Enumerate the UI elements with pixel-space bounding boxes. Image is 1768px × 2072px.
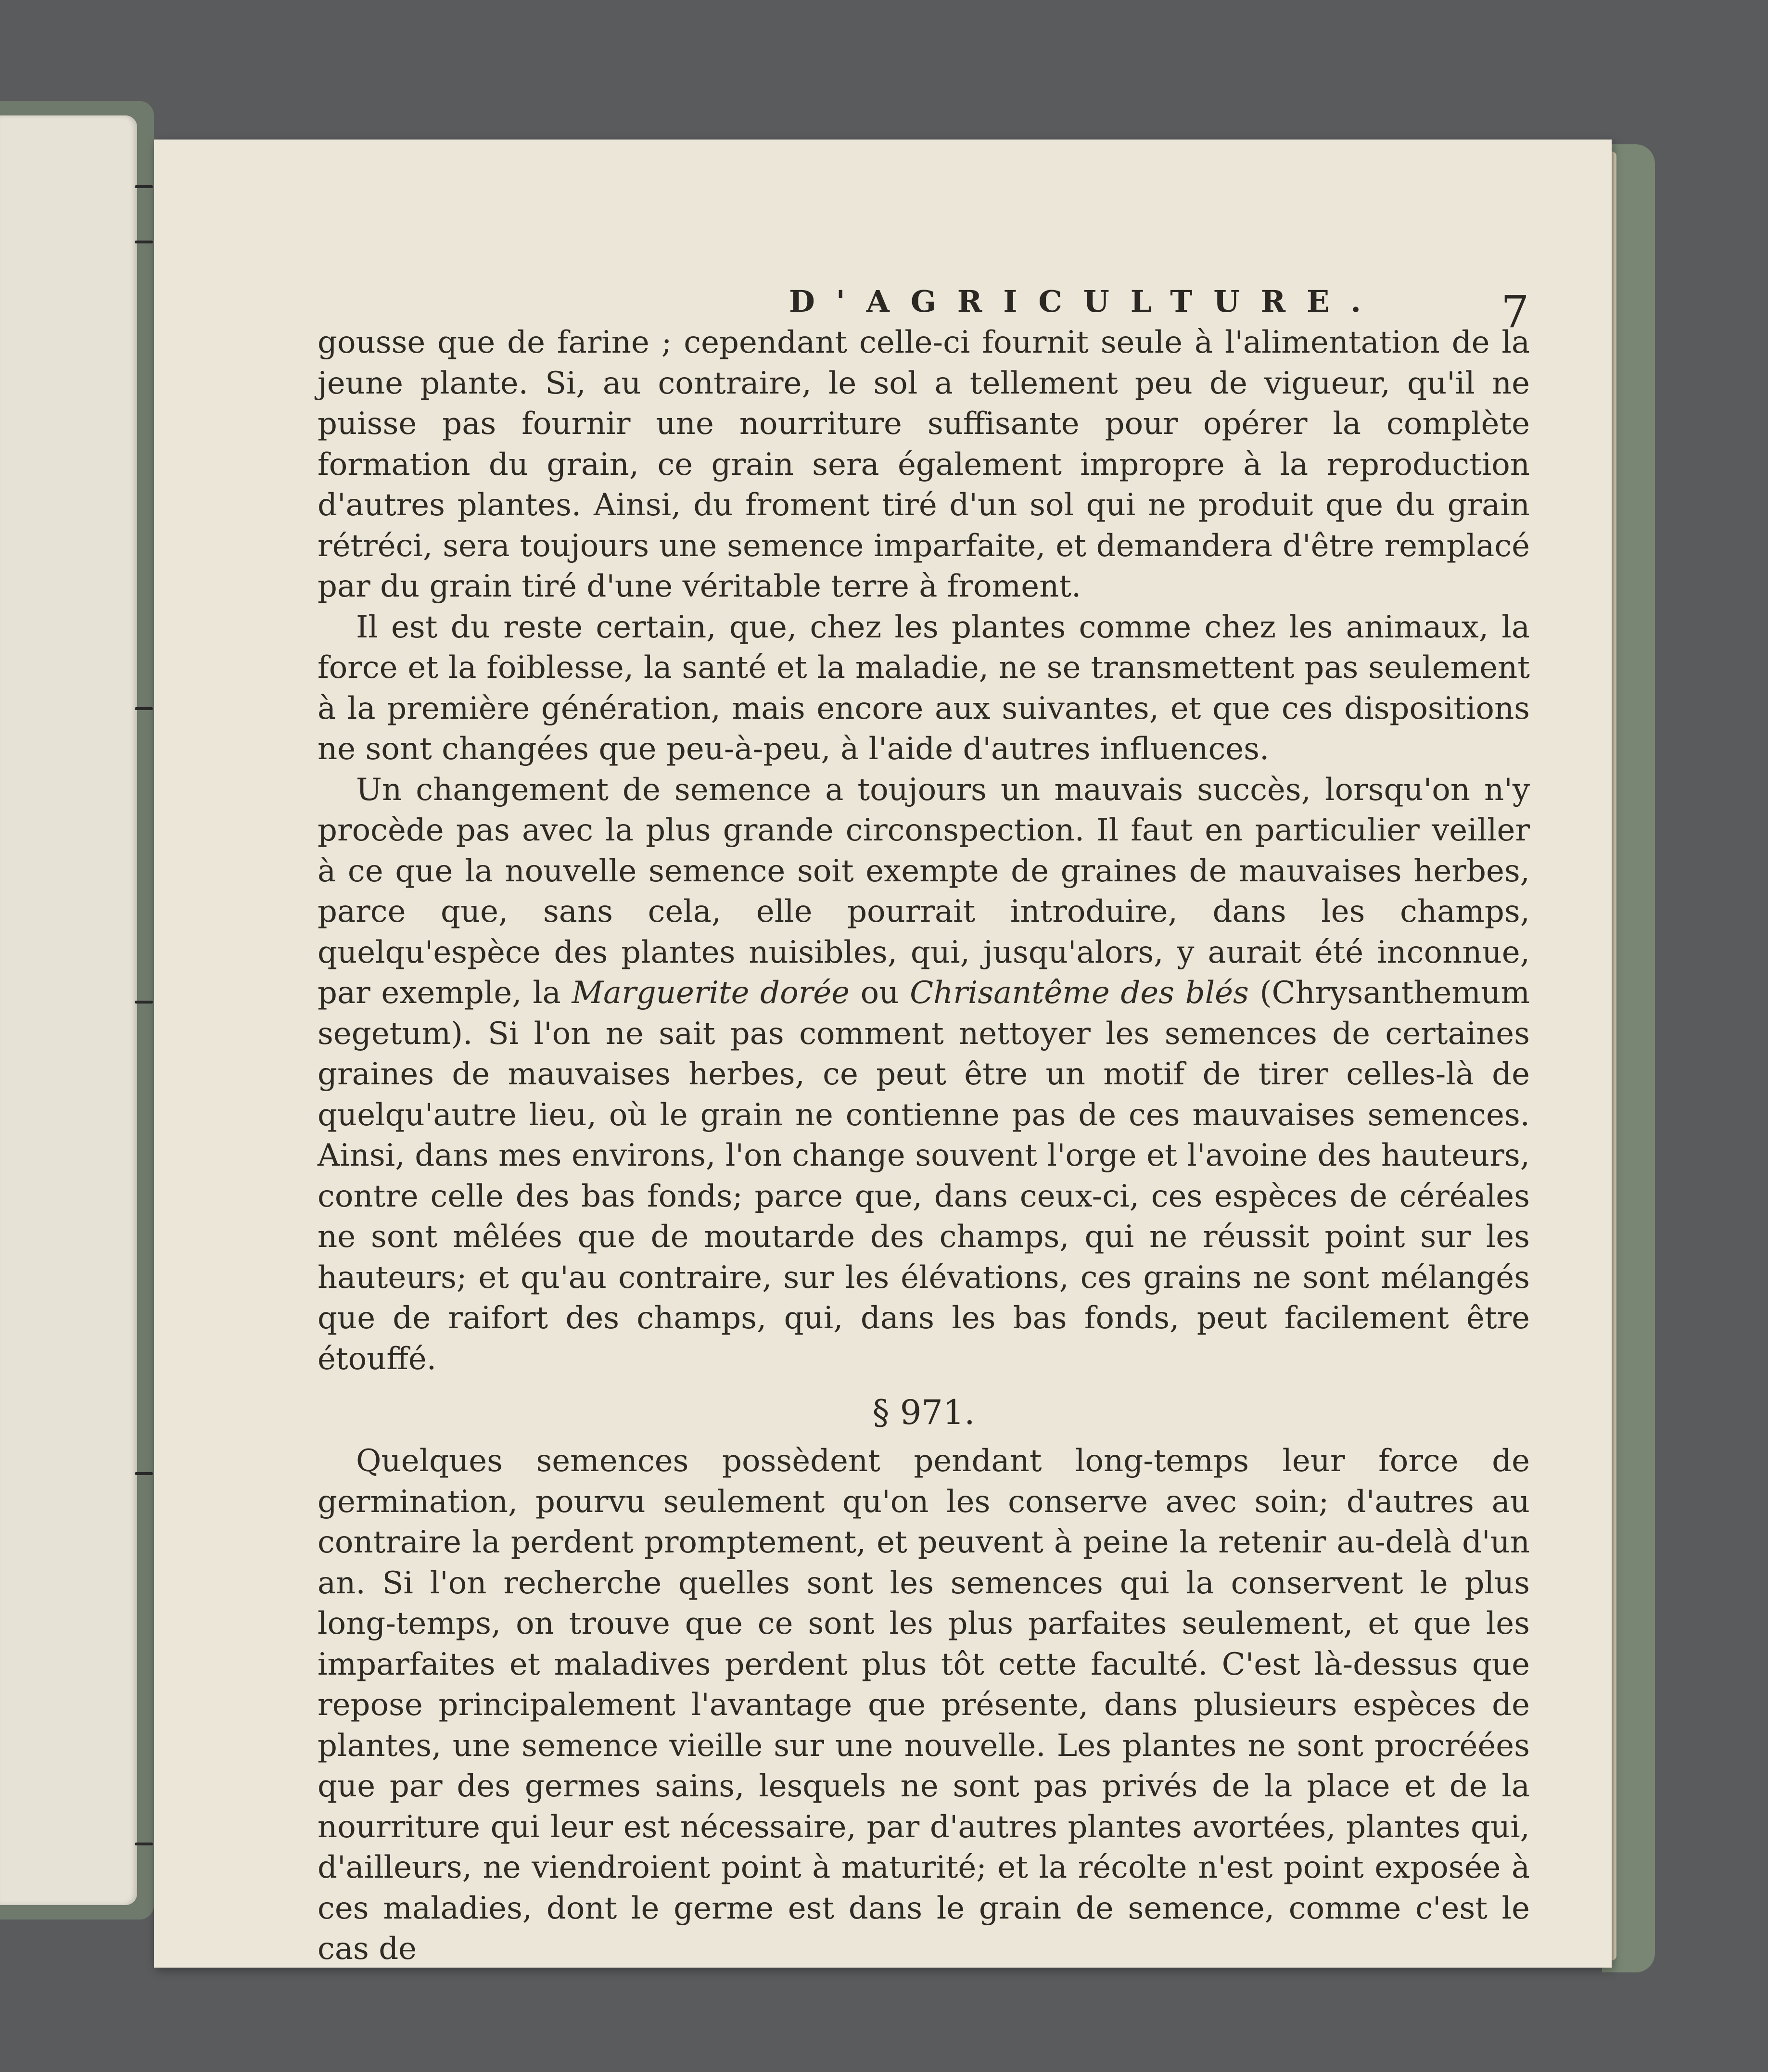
paragraph-2: Il est du reste certain, que, chez les plantes comme chez les animaux, la force et la foiblesse, la santé et la maladie, ne se transmettent pas seulement à la première génération, mais encore aux suivantes, et que ces dispositions ne sont changées que peu-à-peu, à l'aide d'autres influences.: [318, 609, 1530, 767]
paragraph-3: [318, 770, 1530, 1380]
section-heading: § 971.: [872, 1393, 975, 1432]
paragraph-3-part-3: (Chrysanthemum segetum). Si l'on ne sait pas comment nettoyer les semences de certaines graines de mauvaises herbes, ce peut être un motif de tirer celles-là de quelqu'autre lieu, où le grain ne contienne pas de ces mauvaises semences. Ainsi, dans mes environs, l'on change souvent l'orge et l'avoine des hauteurs, contre celle des bas fonds; parce que, dans ceux-ci, ces espèces de céréales ne sont mêlées que de moutarde des champs, qui ne réussit point sur les hauteurs; et qu'au contraire, sur les élévations, ces grains ne sont mélangés que de raifort des champs, qui, dans les bas fonds, peut facilement être étouffé.: [318, 975, 1530, 1377]
page-body: [318, 322, 1530, 1970]
stitch-mark: [135, 707, 153, 710]
stitch-mark: [135, 1472, 153, 1475]
paragraph-1: gousse que de farine ; cependant celle-ci fournit seule à l'alimentation de la jeune plante. Si, au contraire, le sol a tellement peu de vigueur, qu'il ne puisse pas fournir une nourriture suffisante pour opérer la complète formation du grain, ce grain sera également impropre à la reproduction d'autres plantes. Ainsi, du froment tiré d'un sol qui ne produit que du grain rétréci, sera toujours une semence imparfaite, et demandera d'être remplacé par du grain tiré d'une véritable terre à froment.: [318, 325, 1530, 604]
stitch-mark: [135, 241, 153, 243]
book-page: [154, 140, 1612, 1968]
stitch-mark: [135, 1843, 153, 1845]
running-head: D'AGRICULTURE.: [789, 284, 1382, 319]
paragraph-3-part-2: ou: [850, 975, 910, 1011]
left-page-edge: [0, 115, 137, 1905]
stitch-mark: [135, 1001, 153, 1004]
italic-term-chrisanteme: Chrisantême des blés: [910, 975, 1249, 1011]
page-number: 7: [1501, 286, 1529, 338]
stitch-mark: [135, 185, 153, 188]
paragraph-3-part-1: Un changement de semence a toujours un mauvais succès, lorsqu'on n'y procède pas avec la plus grande circonspection. Il faut en particulier veiller à ce que la nouvelle semence soit exempte de graines de mauvaises herbes, parce que, sans cela, elle pourrait introduire, dans les champs, quelqu'espèce des plantes nuisibles, qui, jusqu'alors, y aurait été inconnue, par exemple, la: [318, 772, 1530, 1011]
italic-term-marguerite: Marguerite dorée: [572, 975, 850, 1011]
paragraph-4: Quelques semences possèdent pendant long-temps leur force de germination, pourvu seulement qu'on les conserve avec soin; d'autres au contraire la perdent promptement, et peuvent à peine la retenir au-delà d'un an. Si l'on recherche quelles sont les semences qui la conservent le plus long-temps, on trouve que ce sont les plus parfaites seulement, et que les imparfaites et maladives perdent plus tôt cette faculté. C'est là-dessus que repose principalement l'avantage que présente, dans plusieurs espèces de plantes, une semence vieille sur une nouvelle. Les plantes ne sont procréées que par des germes sains, lesquels ne sont pas privés de la place et de la nourriture qui leur est nécessaire, par d'autres plantes avortées, plantes qui, d'ailleurs, ne viendroient point à maturité; et la récolte n'est point exposée à ces maladies, dont le germe est dans le grain de semence, comme c'est le cas de: [318, 1443, 1530, 1967]
